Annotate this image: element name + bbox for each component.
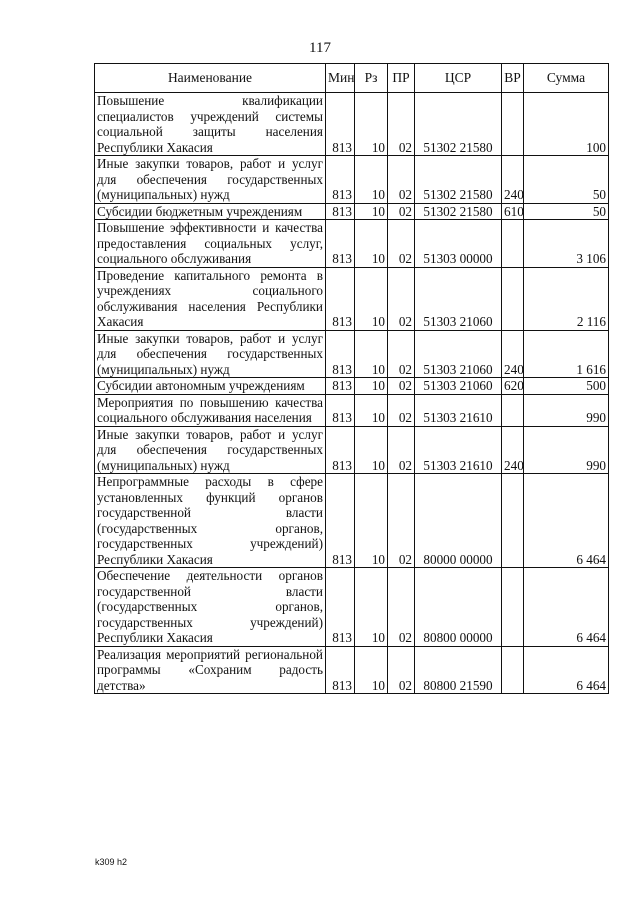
cell-sum: 990: [524, 426, 609, 474]
cell-vr: [502, 220, 524, 268]
cell-pr: 02: [388, 394, 415, 426]
cell-csr: 51302 21580: [415, 93, 502, 156]
cell-rz: 10: [355, 568, 388, 647]
cell-csr: 51303 21610: [415, 394, 502, 426]
cell-name: Непрограммные расходы в сфере установленных функций органов государственной власти (государственных органов, государственных учреждений) Республики Хакасия: [95, 474, 326, 568]
table-body: [95, 93, 609, 694]
cell-pr: 02: [388, 426, 415, 474]
cell-vr: 610: [502, 203, 524, 220]
cell-rz: 10: [355, 267, 388, 330]
table-row: [95, 568, 609, 647]
cell-sum: 6 464: [524, 474, 609, 568]
cell-csr: 80000 00000: [415, 474, 502, 568]
table-row: [95, 156, 609, 204]
cell-pr: 02: [388, 93, 415, 156]
table-row: [95, 378, 609, 395]
cell-rz: 10: [355, 426, 388, 474]
cell-name: Реализация мероприятий региональной программы «Сохраним радость детства»: [95, 646, 326, 694]
header-vr: ВР: [502, 64, 524, 93]
cell-min: 813: [326, 93, 355, 156]
table-row: [95, 220, 609, 268]
cell-name: Проведение капитального ремонта в учреждениях социального обслуживания населения Республики Хакасия: [95, 267, 326, 330]
cell-vr: [502, 93, 524, 156]
cell-min: 813: [326, 378, 355, 395]
cell-name: Повышение квалификации специалистов учреждений системы социальной защиты населения Республики Хакасия: [95, 93, 326, 156]
header-csr: ЦСР: [415, 64, 502, 93]
cell-sum: 50: [524, 203, 609, 220]
cell-csr: 80800 00000: [415, 568, 502, 647]
cell-min: 813: [326, 426, 355, 474]
cell-pr: 02: [388, 220, 415, 268]
table-row: [95, 394, 609, 426]
cell-csr: 51303 21060: [415, 330, 502, 378]
cell-name: Повышение эффективности и качества предоставления социальных услуг, социального обслуживания: [95, 220, 326, 268]
cell-sum: 100: [524, 93, 609, 156]
cell-vr: [502, 646, 524, 694]
cell-vr: [502, 568, 524, 647]
cell-vr: 240: [502, 330, 524, 378]
cell-pr: 02: [388, 646, 415, 694]
cell-csr: 51302 21580: [415, 203, 502, 220]
table-row: [95, 93, 609, 156]
cell-rz: 10: [355, 93, 388, 156]
header-sum: Сумма: [524, 64, 609, 93]
cell-name: Мероприятия по повышению качества социального обслуживания населения: [95, 394, 326, 426]
cell-name: Иные закупки товаров, работ и услуг для обеспечения государственных (муниципальных) нужд: [95, 156, 326, 204]
cell-vr: 620: [502, 378, 524, 395]
cell-rz: 10: [355, 220, 388, 268]
cell-min: 813: [326, 646, 355, 694]
cell-rz: 10: [355, 646, 388, 694]
cell-min: 813: [326, 156, 355, 204]
cell-min: 813: [326, 474, 355, 568]
cell-pr: 02: [388, 267, 415, 330]
cell-csr: 80800 21590: [415, 646, 502, 694]
cell-csr: 51303 21060: [415, 378, 502, 395]
cell-sum: 50: [524, 156, 609, 204]
cell-rz: 10: [355, 474, 388, 568]
header-rz: Рз: [355, 64, 388, 93]
cell-pr: 02: [388, 378, 415, 395]
cell-name: Субсидии бюджетным учреждениям: [95, 203, 326, 220]
cell-sum: 990: [524, 394, 609, 426]
cell-vr: [502, 394, 524, 426]
cell-vr: 240: [502, 426, 524, 474]
table-row: [95, 267, 609, 330]
cell-sum: 2 116: [524, 267, 609, 330]
header-pr: ПР: [388, 64, 415, 93]
cell-rz: 10: [355, 330, 388, 378]
cell-pr: 02: [388, 156, 415, 204]
cell-name: Иные закупки товаров, работ и услуг для обеспечения государственных (муниципальных) нужд: [95, 330, 326, 378]
footer-code: k309 h2: [95, 857, 128, 867]
cell-vr: [502, 267, 524, 330]
cell-rz: 10: [355, 156, 388, 204]
cell-sum: 6 464: [524, 568, 609, 647]
table-row: [95, 426, 609, 474]
cell-sum: 500: [524, 378, 609, 395]
cell-csr: 51303 21610: [415, 426, 502, 474]
cell-vr: [502, 474, 524, 568]
header-name: Наименование: [95, 64, 326, 93]
page-number: 117: [309, 40, 331, 56]
table-row: [95, 203, 609, 220]
budget-table: [94, 63, 609, 694]
cell-name: Иные закупки товаров, работ и услуг для обеспечения государственных (муниципальных) нужд: [95, 426, 326, 474]
cell-sum: 3 106: [524, 220, 609, 268]
cell-min: 813: [326, 220, 355, 268]
cell-sum: 6 464: [524, 646, 609, 694]
cell-min: 813: [326, 568, 355, 647]
cell-csr: 51302 21580: [415, 156, 502, 204]
cell-pr: 02: [388, 474, 415, 568]
cell-min: 813: [326, 267, 355, 330]
cell-pr: 02: [388, 568, 415, 647]
cell-pr: 02: [388, 330, 415, 378]
table-row: [95, 646, 609, 694]
cell-min: 813: [326, 203, 355, 220]
table-header-row: [95, 64, 609, 93]
cell-pr: 02: [388, 203, 415, 220]
header-min: Мин: [326, 64, 355, 93]
cell-min: 813: [326, 394, 355, 426]
cell-csr: 51303 00000: [415, 220, 502, 268]
cell-sum: 1 616: [524, 330, 609, 378]
cell-csr: 51303 21060: [415, 267, 502, 330]
cell-rz: 10: [355, 378, 388, 395]
cell-name: Субсидии автономным учреждениям: [95, 378, 326, 395]
cell-name: Обеспечение деятельности органов государственной власти (государственных органов, государственных учреждений) Республики Хакасия: [95, 568, 326, 647]
table-row: [95, 474, 609, 568]
cell-min: 813: [326, 330, 355, 378]
table-row: [95, 330, 609, 378]
cell-rz: 10: [355, 203, 388, 220]
cell-vr: 240: [502, 156, 524, 204]
cell-rz: 10: [355, 394, 388, 426]
